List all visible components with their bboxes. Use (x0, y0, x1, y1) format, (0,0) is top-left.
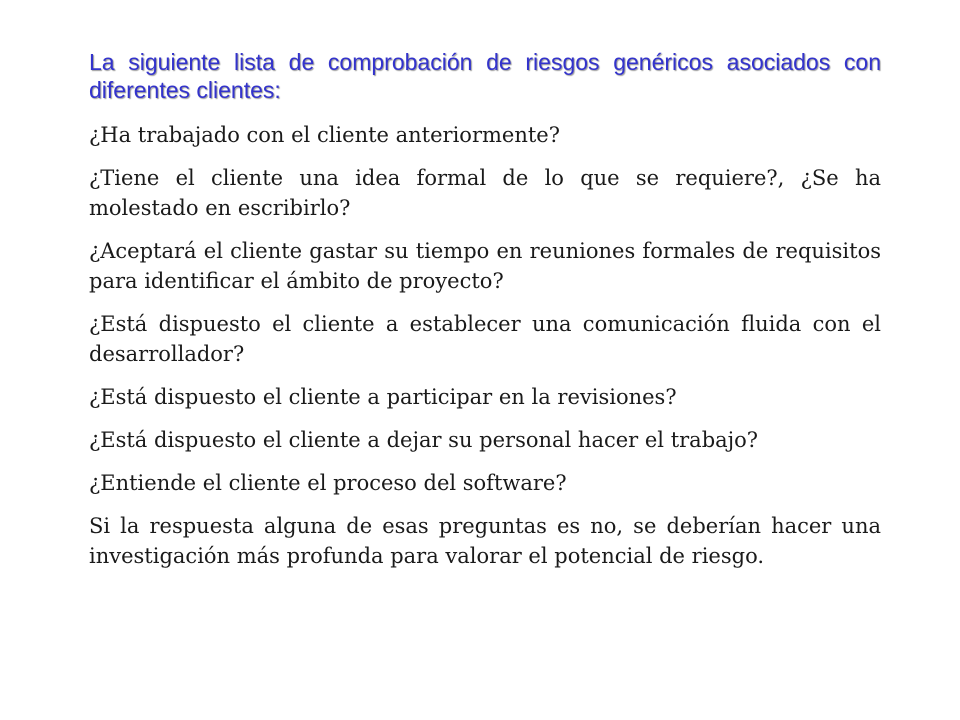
slide-heading: La siguiente lista de comprobación de riesgos genéricos asociados con diferentes clientes: (89, 49, 881, 103)
checklist-question-1: ¿Ha trabajado con el cliente anteriormente? (89, 123, 560, 147)
checklist-question-2: ¿Tiene el cliente una idea formal de lo que se requiere?, ¿Se ha molestado en escribirlo? (89, 166, 881, 220)
checklist-question-4: ¿Está dispuesto el cliente a establecer una comunicación fluida con el desarrollador? (89, 312, 881, 366)
checklist-question-7: ¿Entiende el cliente el proceso del software? (89, 471, 567, 495)
checklist-question-3: ¿Aceptará el cliente gastar su tiempo en reuniones formales de requisitos para identificar el ámbito de proyecto? (89, 239, 881, 293)
checklist-question-6: ¿Está dispuesto el cliente a dejar su personal hacer el trabajo? (89, 428, 759, 452)
conclusion-paragraph: Si la respuesta alguna de esas preguntas es no, se deberían hacer una investigación más profunda para valorar el potencial de riesgo. (89, 514, 881, 568)
slide-content (89, 48, 881, 584)
checklist-question-5: ¿Está dispuesto el cliente a participar en la revisiones? (89, 385, 677, 409)
